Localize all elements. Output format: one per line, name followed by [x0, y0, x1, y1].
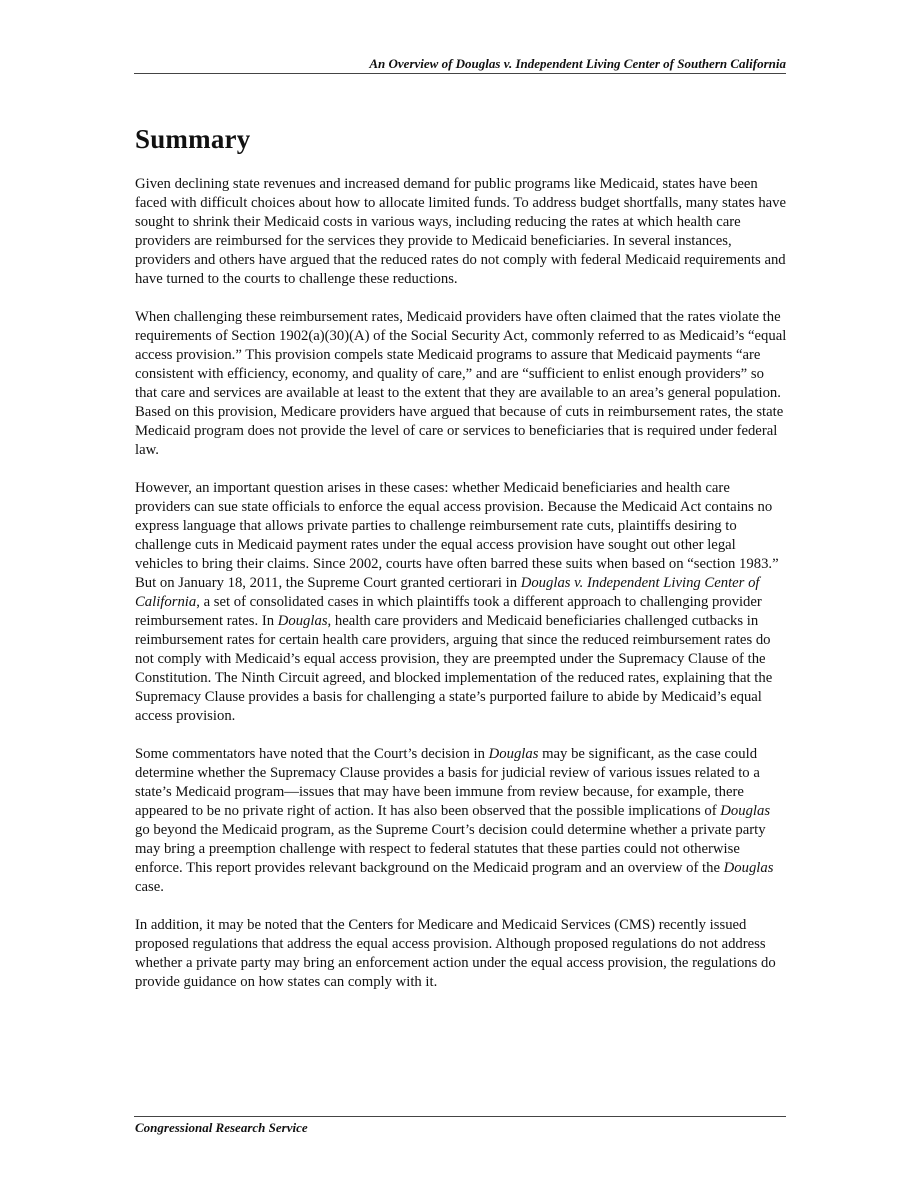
paragraph-3-text-b: , a set of consolidated cases in which plaintiffs took a different approach to challenging provider reimbursement rates. In: [135, 594, 762, 629]
case-short-name-italic: Douglas: [720, 803, 771, 819]
case-short-name-italic: Douglas: [488, 746, 539, 762]
paragraph-3: [135, 479, 787, 726]
page-title: Summary: [135, 124, 251, 154]
paragraph-1: Given declining state revenues and increased demand for public programs like Medicaid, states have been faced with difficult choices about how to allocate limited funds. To address budget shortfalls, many states have sought to shrink their Medicaid costs in various ways, including reducing the rates at which health care providers are reimbursed for the services they provide to Medicaid beneficiaries. In several instances, providers and others have argued that the reduced rates do not comply with federal Medicaid requirements and have turned to the courts to challenge these reductions.: [135, 176, 787, 287]
paragraph-4-text-a: Some commentators have noted that the Court’s decision in: [135, 746, 489, 762]
case-short-name-italic: Douglas: [277, 613, 328, 629]
paragraph-3-text-a: However, an important question arises in these cases: whether Medicaid beneficiaries and health care providers can sue state officials to enforce the equal access provision. Because the Medicaid Act contains no express language that allows private parties to challenge reimbursement rate cuts, plaintiffs desiring to challenge cuts in Medicaid payment rates under the equal access provision have sought out other legal vehicles to bring their claims. Since 2002, courts have often barred these suits when based on “section 1983.” But on January 18, 2011, the Supreme Court granted certiorari in: [135, 480, 779, 591]
paragraph-3-text-c: , health care providers and Medicaid beneficiaries challenged cutbacks in reimbursement rates for certain health care providers, arguing that since the reduced reimbursement rates do not comply with Medicaid’s equal access provision, they are preempted under the Supremacy Clause of the Constitution. The Ninth Circuit agreed, and blocked implementation of the reduced rates, explaining that the Supremacy Clause provides a basis for challenging a state’s purported failure to abide by Medicaid’s equal access provision.: [135, 613, 773, 724]
running-header: An Overview of Douglas v. Independent Living Center of Southern California: [134, 56, 786, 74]
paragraph-4-text-d: case.: [135, 879, 164, 895]
paragraph-4: [135, 745, 787, 897]
paragraph-4-text-c: go beyond the Medicaid program, as the Supreme Court’s decision could determine whether a private party may bring a preemption challenge with respect to federal statutes that these parties could not otherwise enforce. This report provides relevant background on the Medicaid program and an overview of the: [135, 822, 766, 876]
case-name-italic: Douglas v. Independent Living Center of California: [135, 575, 760, 610]
summary-body: [135, 175, 787, 1011]
footer-divider: [134, 1116, 786, 1117]
paragraph-4-text-b: may be significant, as the case could determine whether the Supremacy Clause provides a basis for judicial review of various issues related to a state’s Medicaid program—issues that may have been immune from review because, for example, there appeared to be no private right of action. It has also been observed that the possible implications of: [135, 746, 760, 819]
footer-organization: Congressional Research Service: [135, 1120, 308, 1135]
paragraph-2: When challenging these reimbursement rates, Medicaid providers have often claimed that the rates violate the requirements of Section 1902(a)(30)(A) of the Social Security Act, commonly referred to as Medicaid’s “equal access provision.” This provision compels state Medicaid programs to assure that Medicaid payments “are consistent with efficiency, economy, and quality of care,” and are “sufficient to enlist enough providers” so that care and services are available at least to the extent that they are available to an area’s general population. Based on this provision, Medicare providers have argued that because of cuts in reimbursement rates, the state Medicaid program does not provide the level of care or services to beneficiaries that is required under federal law.: [135, 309, 787, 458]
paragraph-5: In addition, it may be noted that the Centers for Medicare and Medicaid Services (CMS) recently issued proposed regulations that address the equal access provision. Although proposed regulations do not address whether a private party may bring an enforcement action under the equal access provision, the regulations do provide guidance on how states can comply with it.: [135, 917, 776, 990]
case-short-name-italic: Douglas: [723, 860, 774, 876]
